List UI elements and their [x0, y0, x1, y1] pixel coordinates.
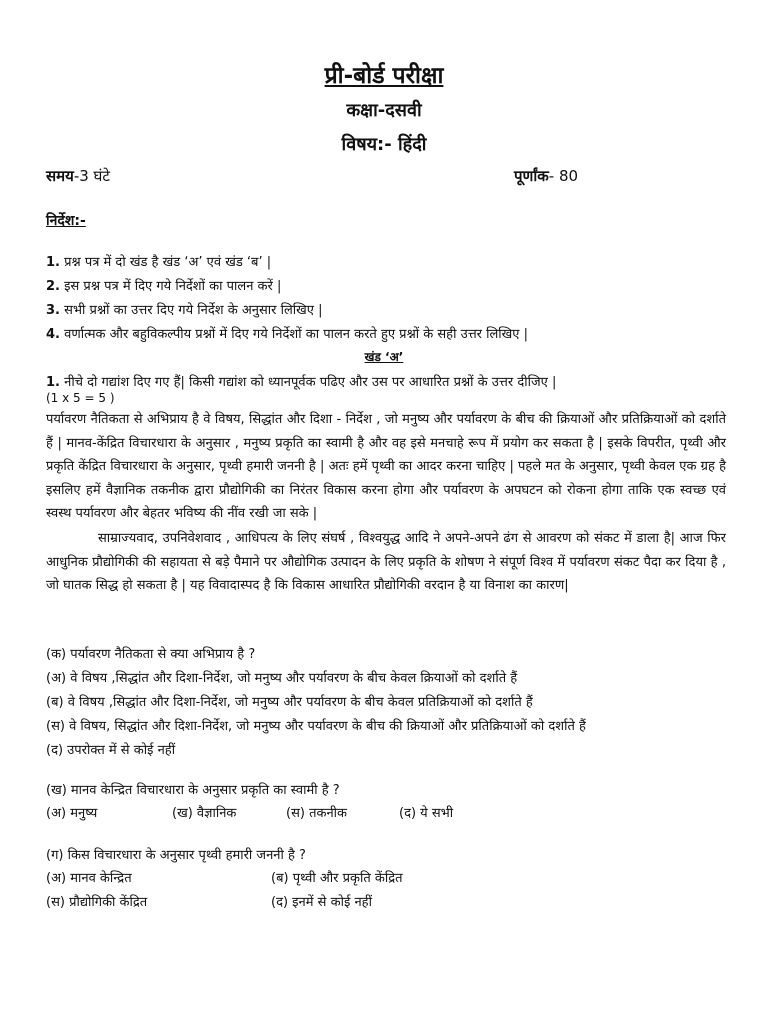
passage-paragraph-2: साम्राज्यवाद, उपनिवेशवाद , आधिपत्य के लिए संघर्ष , विश्वयुद्ध आदि ने अपने-अपने ढंग से आवरण को संकट में डाला है| आज फिर आधुनिक प्रौद्योगिकी की सहायता से बड़े पैमाने पर औद्योगिक उत्पादन के लिए प्रकृति के शोषण ने संपूर्ण विश्व में पर्यावरण संकट पैदा कर दिया है , जो घातक सिद्ध हो सकता है | यह विवादास्पद है कि विकास आधारित प्रौद्योगिकी वरदान है या विनाश का कारण| — [46, 531, 726, 593]
instruction-num: 3. — [46, 303, 60, 318]
question-1-text: नीचे दो गद्यांश दिए गए हैं| किसी गद्यांश को ध्यानपूर्वक पढिए और उस पर आधारित प्रश्नों के उत्तर दीजिए | — [59, 375, 557, 390]
marks-label: पूर्णांक — [514, 167, 549, 185]
option-item: (अ) मानव केन्द्रित — [46, 871, 132, 886]
question-1-marks: (1 x 5 = 5 ) — [46, 391, 115, 405]
subject-label: विषय:- हिंदी — [341, 134, 427, 155]
time-value: -3 घंटे — [73, 167, 110, 185]
instruction-item — [46, 276, 281, 294]
option-item: (ब) वे विषय ,सिद्धांत और दिशा-निर्देश, जो मनुष्य और पर्यावरण के बीच केवल प्रतिक्रियाओं को दर्शाते हैं — [46, 695, 533, 710]
option-item: (ब) पृथ्वी और प्रकृति केंद्रित — [271, 871, 403, 886]
option-item: (द) इनमें से कोई नहीं — [271, 895, 372, 910]
option-item: (स) वे विषय, सिद्धांत और दिशा-निर्देश, जो मनुष्य और पर्यावरण के बीच की क्रियाओं और प्रतिक्रियाओं को दर्शाते हैं — [46, 719, 586, 734]
option-item: (द) उपरोक्त में से कोई नहीं — [46, 743, 176, 758]
question-1-num: 1. — [46, 375, 60, 390]
question-ka: (क) पर्यावरण नैतिकता से क्या अभिप्राय है ? — [46, 647, 256, 662]
question-ga: (ग) किस विचारधारा के अनुसार पृथ्वी हमारी जननी है ? — [46, 848, 306, 863]
marks-value: - 80 — [548, 167, 579, 185]
time-info — [46, 166, 110, 186]
instruction-num: 2. — [46, 279, 60, 294]
instruction-item — [46, 252, 271, 270]
question-kha: (ख) मानव केन्द्रित विचारधारा के अनुसार प्रकृति का स्वामी है ? — [46, 783, 340, 798]
instruction-num: 4. — [46, 327, 60, 342]
option-item: (स) तकनीक — [286, 806, 348, 821]
section-a-heading: खंड ‘अ’ — [364, 350, 404, 364]
instruction-item — [46, 324, 528, 342]
instructions-heading: निर्देश:- — [46, 213, 86, 229]
time-label: समय — [46, 167, 74, 185]
option-item: (स) प्रौद्योगिकी केंद्रित — [46, 895, 148, 910]
instruction-text: इस प्रश्न पत्र में दिए गये निर्देशों का पालन करें | — [59, 279, 282, 294]
marks-info — [514, 166, 578, 186]
option-item: (अ) मनुष्य — [46, 806, 98, 821]
option-item: (अ) वे विषय ,सिद्धांत और दिशा-निर्देश, जो मनुष्य और पर्यावरण के बीच केवल क्रियाओं को दर्शाते हैं — [46, 671, 518, 686]
passage-paragraph-1: पर्यावरण नैतिकता से अभिप्राय है वे विषय, सिद्धांत और दिशा - निर्देश , जो मनुष्य और पर्यावरण के बीच की क्रियाओं और प्रतिक्रियाओं को दर्शाते हैं | मानव-केंद्रित विचारधारा के अनुसार , मनुष्य प्रकृति का स्वामी है और वह इसे मनचाहे रूप में प्रयोग कर सकता है | इसके विपरीत, पृथ्वी और प्रकृति केंद्रित विचारधारा के अनुसार, पृथ्वी हमारी जननी है | अतः हमें पृथ्वी का आदर करना चाहिए | पहले मत के अनुसार, पृथ्वी केवल एक ग्रह है इसलिए हमें वैज्ञानिक तकनीक द्वारा प्रौद्योगिकी का निरंतर विकास करना होगा और पर्यावरण के अपघटन को रोकना होगा ताकि एक स्वच्छ एवं स्वस्थ पर्यावरण और बेहतर भविष्य की नींव रखी जा सके | — [46, 412, 726, 521]
class-label: कक्षा-दसवी — [346, 100, 422, 121]
question-1 — [46, 372, 556, 390]
option-item: (ख) वैज्ञानिक — [172, 806, 237, 821]
exam-title: प्री-बोर्ड परीक्षा — [324, 63, 444, 89]
instruction-item — [46, 300, 322, 318]
instruction-text: प्रश्न पत्र में दो खंड है खंड ‘अ’ एवं खंड ‘ब’ | — [59, 255, 272, 270]
instruction-text: वर्णात्मक और बहुविकल्पीय प्रश्नों में दिए गये निर्देशों का पालन करते हुए प्रश्नों के सही उत्तर लिखिए | — [59, 327, 529, 342]
instruction-text: सभी प्रश्नों का उत्तर दिए गये निर्देश के अनुसार लिखिए | — [59, 303, 323, 318]
option-item: (द) ये सभी — [399, 806, 454, 821]
instruction-num: 1. — [46, 255, 60, 270]
